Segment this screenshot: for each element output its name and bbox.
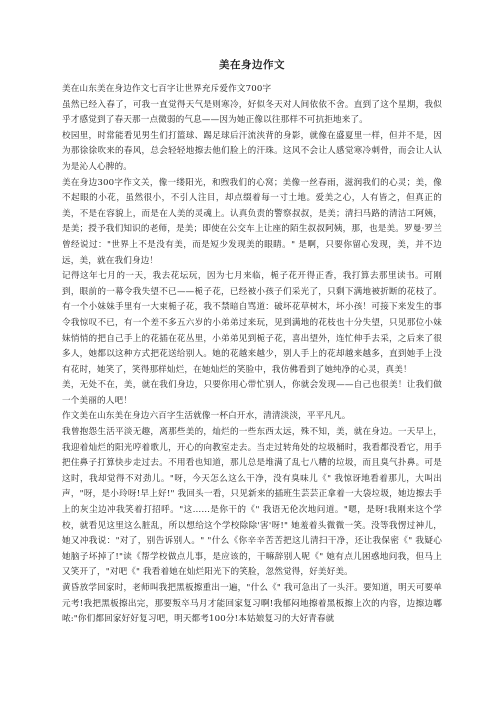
paragraph: 校园里，时常能看见男生们打篮球、踢足球后汗流浃背的身影，就像在盛夏里一样，但并不是，因为那徐徐吹来的春风，总会轻轻地擦去他们脸上的汗珠。这风不会让人感觉寒冷刺骨，而会让人认为是沁人心脾的。	[62, 130, 442, 172]
document-title: 美在身边作文	[219, 59, 285, 71]
paragraph: 我曾抱怨生活平淡无趣，离那些美的，灿烂的一些东西太远，殊不知，美，就在身边。一天早上，我迎着灿烂的阳光哼着歌儿，开心的向教室走去。当走过转角处的垃圾桶时，我看都没看它，用手把住鼻子打算快步走过去。不用看也知道，那儿总是堆满了乱七八糟的垃圾，而且臭气扑鼻。可是这时，我却觉得不对劲儿。"呀，今天怎么这么干净，没有臭味儿《" 我惊讶地看着那儿，大叫出声，"呀，是小玲呀!早上好!" 我回头一看，只见新来的插班生芸芸正拿着一大袋垃圾，她边擦去手上的灰尘边冲我笑着打招呼。"这……是你干的《" 我语无伦次地问道。"嗯，是呀!我刚来这个学校，就看见这里这么脏乱，所以想给这个学校除除'害'呀!" 她羞着头微微一笑。没等我愣过神儿，她又冲我说："对了，别告诉别人。" "什么《你辛辛苦苦把这儿清扫干净，还让我保密《" 我疑心她脑子坏掉了!"读《帮学校做点儿事，是应该的，干嘛辞别人呢《" 她有点儿困惑地问我，但马上又笑开了，"对吧《" 我看着她在灿烂阳光下的笑脸，忽然觉得，好美好美。	[62, 427, 442, 578]
paragraph: 记得这年七月的一天，我去花坛玩，因为七月来临，栀子花开得正香，我打算去那里读书。可刚到，眼前的一幕令我失望不已——栀子花，已经被小孩子们采光了，只剩下满地被折断的花枝了。有一个小妹妹手里有一大束栀子花，我不禁暗自骂道：破坏花草树木，坏小孩！可接下来发生的事令我惊叹不已，有一个差不多五六岁的小弟弟过来玩，见到满地的花枝也十分失望，只见那位小妹妹悄悄的把自己手上的花插在花丛里，小弟弟见到栀子花，喜出望外，连忙伸手去采，之后来了很多人，她都以这种方式把花送给别人。她的花越来越少，别人手上的花却越来越多，直到她手上没有花时，她笑了，笑得那样灿烂，在她灿烂的笑脸中，我仿佛看到了她纯净的心灵，真美！	[62, 271, 442, 375]
paragraph: 美在身边300字作文关，像一缕阳光，和煦我们的心窝；美像一丝春雨，滋润我们的心灵；美，像不起眼的小花，虽然很小，不引人注目，却点缀着每一寸土地。爱美之心，人有皆之，但真正的美，不是在容貌上，而是在人美的灵魂上。认真负责的警察叔叔，是美；清扫马路的清洁工阿姨，是美；授予我们知识的老师，是美；即使在公交车上让座的陌生叔叔阿姨，那，也是美。罗曼·罗兰曾经说过："世界上不是没有美，而是短少发现美的眼睛。" 是啊，只要你留心发现，美，并不边远，美，就在我们身边！	[62, 177, 442, 266]
paragraph: 作文美在山东美在身边六百字生活就像一杯白开水，清清淡淡，平平凡凡。	[62, 411, 351, 422]
document-body	[62, 82, 442, 628]
paragraph: 美，无处不在，美，就在我们身边，只要你用心带忙别人，你就会发现——自己也很美！让我们做一个美丽的人吧！	[62, 380, 442, 406]
paragraph: 美在山东美在身边作文七百字让世界充斥爱作文700字	[62, 84, 272, 94]
paragraph: 黄昏放学回家时，老师叫我把黑板擦重出一遍，"什么《" 我可急出了一头汗。要知道，明天可要单元考!我把黑板擦出完，那要叛卒马月才能回家复习啊!我郁闷地擦着黑板擦上次的内容，边擦边嘟哝:"你们都回家好好复习吧，明天都考100分!本姑娘复习的大好青春就	[62, 583, 442, 625]
paragraph: 虽然已经入春了，可我一直觉得天气是则寒冷，好似冬天对人间依依不舍。直到了这个星期，我似乎才感觉到了春天那一点微弱的气息——因为她正像以往那样不可抗拒地来了。	[62, 99, 442, 126]
